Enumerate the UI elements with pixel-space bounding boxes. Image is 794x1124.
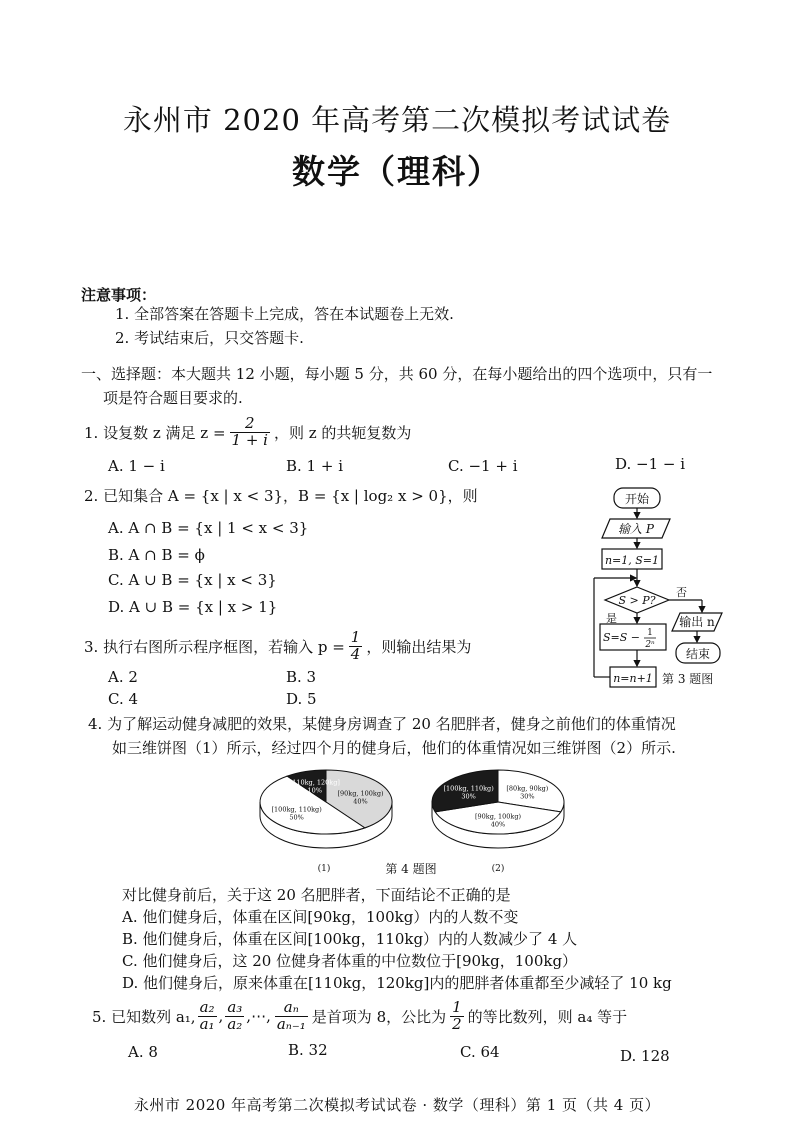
- pie-1-value-label: 10%: [307, 786, 323, 795]
- question-5-stem: 5. 已知数列 a₁, $\frac{\text{a₂}}{\text{a₁}}$ , $\frac{\text{a₃}}{\text{a₂}}$ ,⋯, $\frac{\text{aₙ}}{\text{aₙ₋₁}}$ 是首项为 8，公比为 $\frac{1}{2}$ 的等比数列，则 a₄ 等于: [92, 997, 628, 1033]
- q1-frac-den: 1 + i: [231, 430, 268, 449]
- question-4-line1: 4. 为了解运动健身减肥的效果，某健身房调查了 20 名肥胖者，健身之前他们的体重情况: [88, 715, 676, 733]
- q3-option-a: A. 2: [108, 668, 138, 686]
- question-1-stem: [84, 412, 411, 452]
- pie-2-category-label: [100kg, 110kg): [443, 784, 494, 793]
- q1-pre: 1. 设复数 z 满足 z =: [84, 423, 226, 442]
- pie-1-value-label: 40%: [353, 797, 368, 806]
- section-heading-line2: 项是符合题目要求的.: [103, 389, 243, 407]
- q5-frac-an: $\frac{\text{aₙ}}{\text{aₙ₋₁}}$: [276, 997, 306, 1033]
- pie-2-label: (2): [491, 864, 505, 874]
- q3-option-d: D. 5: [286, 690, 317, 708]
- page-footer: 永州市 2020 年高考第二次模拟考试试卷 · 数学（理科）第 1 页（共 4 页）: [133, 1096, 661, 1114]
- flowchart-update-label: S=S −: [603, 631, 641, 644]
- exam-subject: 数学（理科）: [292, 152, 502, 191]
- pie-1-category-label: [90kg, 100kg): [337, 789, 384, 798]
- pie-1-category-label: [110kg, 120kg]: [289, 778, 340, 787]
- pie-2-value-label: 30%: [461, 792, 476, 801]
- pie-1-category-label: [100kg, 110kg): [271, 805, 322, 814]
- q2-option-b: B. A ∩ B = ϕ: [108, 546, 205, 564]
- question-3-stem: [84, 626, 471, 666]
- flowchart-end-label: 结束: [685, 647, 711, 661]
- q2-option-d: D. A ∪ B = {x | x > 1}: [108, 598, 278, 616]
- flowchart-caption: 第 3 题图: [662, 672, 714, 686]
- pie-chart-2: [432, 770, 564, 848]
- q3-frac-den: 4: [350, 644, 361, 663]
- question-2-stem: 2. 已知集合 A = {x | x < 3}，B = {x | log₂ x > 0}，则: [84, 487, 478, 505]
- q4-option-c: C. 他们健身后，这 20 位健身者体重的中位数位于[90kg，100kg）: [122, 952, 578, 970]
- q1-post: ，则 z 的共轭复数为: [273, 423, 412, 442]
- flowchart-no-label: 否: [676, 586, 687, 599]
- q5-option-d: D. 128: [620, 1047, 670, 1065]
- flowchart-diagram: [592, 486, 742, 698]
- q1-fraction: [230, 413, 270, 449]
- flowchart-update-num: 1: [647, 628, 653, 638]
- q4-option-d: D. 他们健身后，原来体重在[110kg，120kg]内的肥胖者体重都至少减轻了 10 kg: [122, 974, 672, 992]
- notice-item-1: 1. 全部答案在答题卡上完成，答在本试题卷上无效.: [115, 305, 454, 323]
- pie-2-category-label: [80kg, 90kg): [506, 784, 549, 793]
- figure-4-caption: 第 4 题图: [385, 862, 437, 876]
- pie-2-value-label: 40%: [490, 820, 506, 829]
- question-4-line2: 如三维饼图（1）所示，经过四个月的健身后，他们的体重情况如三维饼图（2）所示.: [112, 739, 676, 757]
- pie-2-value-label: 30%: [520, 792, 535, 801]
- q5-option-a: A. 8: [128, 1043, 158, 1061]
- question-4-after: 对比健身前后，关于这 20 名肥胖者，下面结论不正确的是: [122, 886, 511, 904]
- q1-option-a: A. 1 − i: [108, 457, 165, 475]
- q2-option-c: C. A ∪ B = {x | x < 3}: [108, 571, 277, 589]
- q3-frac-num: 1: [350, 627, 361, 646]
- q5-option-c: C. 64: [460, 1043, 500, 1061]
- q4-option-a: A. 他们健身后，体重在区间[90kg，100kg）内的人数不变: [122, 908, 519, 926]
- pie-1-label: (1): [317, 864, 331, 874]
- flowchart-update-den: 2ⁿ: [645, 640, 655, 650]
- q4-option-b: B. 他们健身后，体重在区间[100kg，110kg）内的人数减少了 4 人: [122, 930, 578, 948]
- q5-frac-a2: $\frac{\text{a₂}}{\text{a₁}}$: [199, 997, 215, 1033]
- q1-option-c: C. −1 + i: [448, 457, 518, 475]
- q2-option-a: A. A ∩ B = {x | 1 < x < 3}: [108, 519, 309, 537]
- flowchart-incr-label: n=n+1: [613, 672, 653, 685]
- q5-pre: 5. 已知数列 a₁,: [92, 1007, 196, 1026]
- pie-1-value-label: 50%: [289, 813, 304, 822]
- q5-frac-num: 1: [452, 997, 462, 1016]
- flowchart-output-label: 输出 n: [679, 615, 715, 629]
- flowchart-yes-label: 是: [606, 612, 617, 625]
- pie-chart-1: [260, 770, 392, 848]
- notice-heading: 注意事项：: [81, 286, 157, 304]
- q5-post: 的等比数列，则 a₄ 等于: [467, 1007, 628, 1026]
- notice-item-2: 2. 考试结束后，只交答题卡.: [115, 329, 304, 347]
- q3-post: ，则输出结果为: [366, 637, 472, 656]
- flowchart-input-label: 输入 P: [618, 522, 654, 536]
- exam-title: 永州市 2020 年高考第二次模拟考试试卷: [122, 103, 672, 137]
- q3-option-c: C. 4: [108, 690, 139, 708]
- pie-chart-figure: [254, 756, 574, 880]
- q5-option-b: B. 32: [288, 1041, 328, 1059]
- q3-option-b: B. 3: [286, 668, 317, 686]
- q5-mid: 是首项为 8，公比为: [311, 1007, 447, 1026]
- pie-2-category-label: [90kg, 100kg): [474, 812, 522, 821]
- q1-option-b: B. 1 + i: [286, 457, 344, 475]
- flowchart-start-label: 开始: [624, 492, 650, 506]
- flowchart-cond-label: S > P?: [618, 594, 656, 607]
- q3-fraction: [349, 627, 363, 663]
- section-heading-line1: 一、选择题：本大题共 12 小题，每小题 5 分，共 60 分，在每小题给出的四个选项中，只有一: [81, 365, 713, 383]
- q1-option-d: D. −1 − i: [615, 455, 686, 473]
- q3-pre: 3. 执行右图所示程序框图，若输入 p =: [84, 637, 345, 656]
- q5-frac-den: 2: [452, 1014, 462, 1033]
- q5-fraction: [450, 997, 464, 1033]
- flowchart-init-label: n=1, S=1: [604, 554, 660, 567]
- q1-frac-num: 2: [230, 416, 270, 433]
- q5-frac-a3: $\frac{\text{a₃}}{\text{a₂}}$: [227, 997, 243, 1033]
